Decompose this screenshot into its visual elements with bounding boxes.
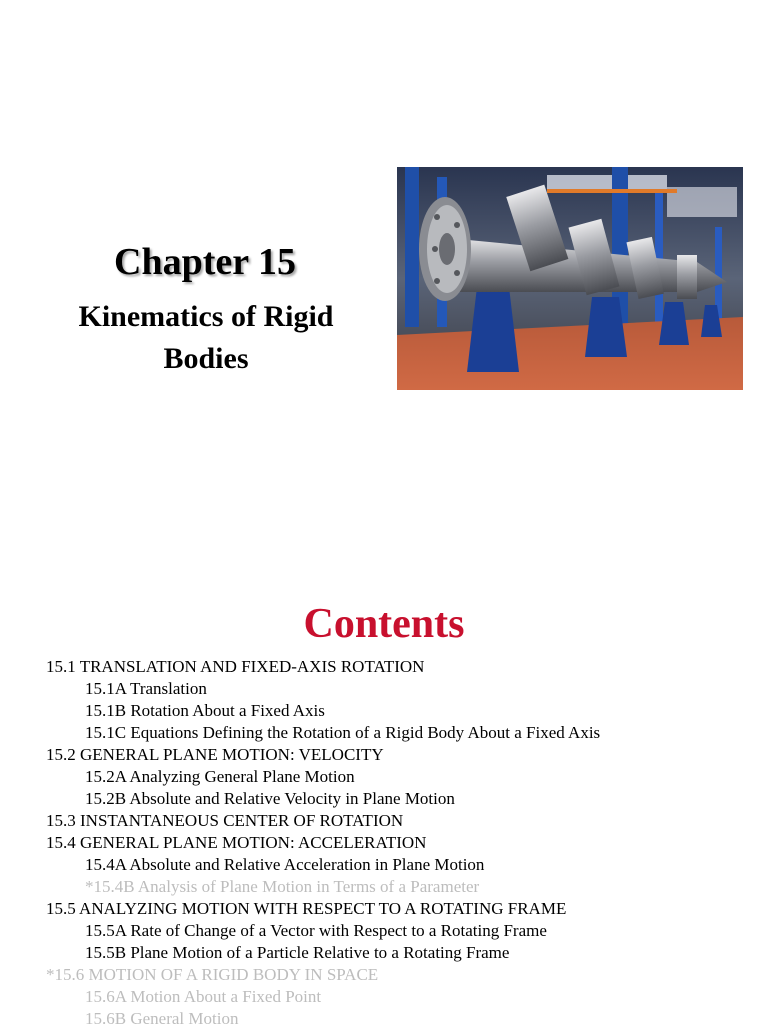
toc-item: 15.2 GENERAL PLANE MOTION: VELOCITY	[46, 745, 384, 764]
toc-item: 15.5B Plane Motion of a Particle Relative to a Rotating Frame	[85, 943, 510, 962]
toc-item: 15.6B General Motion	[85, 1009, 239, 1028]
toc-item: 15.1C Equations Defining the Rotation of a Rigid Body About a Fixed Axis	[85, 723, 601, 742]
crankshaft-photo-graphic	[397, 167, 743, 390]
toc-item: 15.3 INSTANTANEOUS CENTER OF ROTATION	[46, 811, 404, 830]
chapter-subtitle	[46, 296, 366, 380]
toc-item: 15.1B Rotation About a Fixed Axis	[85, 701, 325, 720]
toc-item: 15.4A Absolute and Relative Acceleration in Plane Motion	[85, 855, 485, 874]
toc-item: 15.1A Translation	[85, 679, 207, 698]
chapter-title: Chapter 15	[114, 241, 296, 283]
toc-item: *15.6 MOTION OF A RIGID BODY IN SPACE	[46, 965, 379, 984]
toc-item: 15.6A Motion About a Fixed Point	[85, 987, 322, 1006]
contents-title: Contents	[303, 601, 465, 647]
toc-item: 15.2A Analyzing General Plane Motion	[85, 767, 355, 786]
toc-item: 15.5 ANALYZING MOTION WITH RESPECT TO A ROTATING FRAME	[46, 899, 567, 918]
crankshaft-photo	[397, 167, 743, 390]
chapter-subtitle-line2: Bodies	[163, 342, 249, 375]
toc-item: 15.4 GENERAL PLANE MOTION: ACCELERATION	[46, 833, 427, 852]
toc-item: 15.1 TRANSLATION AND FIXED-AXIS ROTATION	[46, 657, 425, 676]
toc-item: 15.5A Rate of Change of a Vector with Respect to a Rotating Frame	[85, 921, 547, 940]
chapter-subtitle-line1: Kinematics of Rigid	[78, 300, 334, 333]
toc-item: 15.2B Absolute and Relative Velocity in Plane Motion	[85, 789, 455, 808]
toc-item: *15.4B Analysis of Plane Motion in Terms of a Parameter	[85, 877, 480, 896]
